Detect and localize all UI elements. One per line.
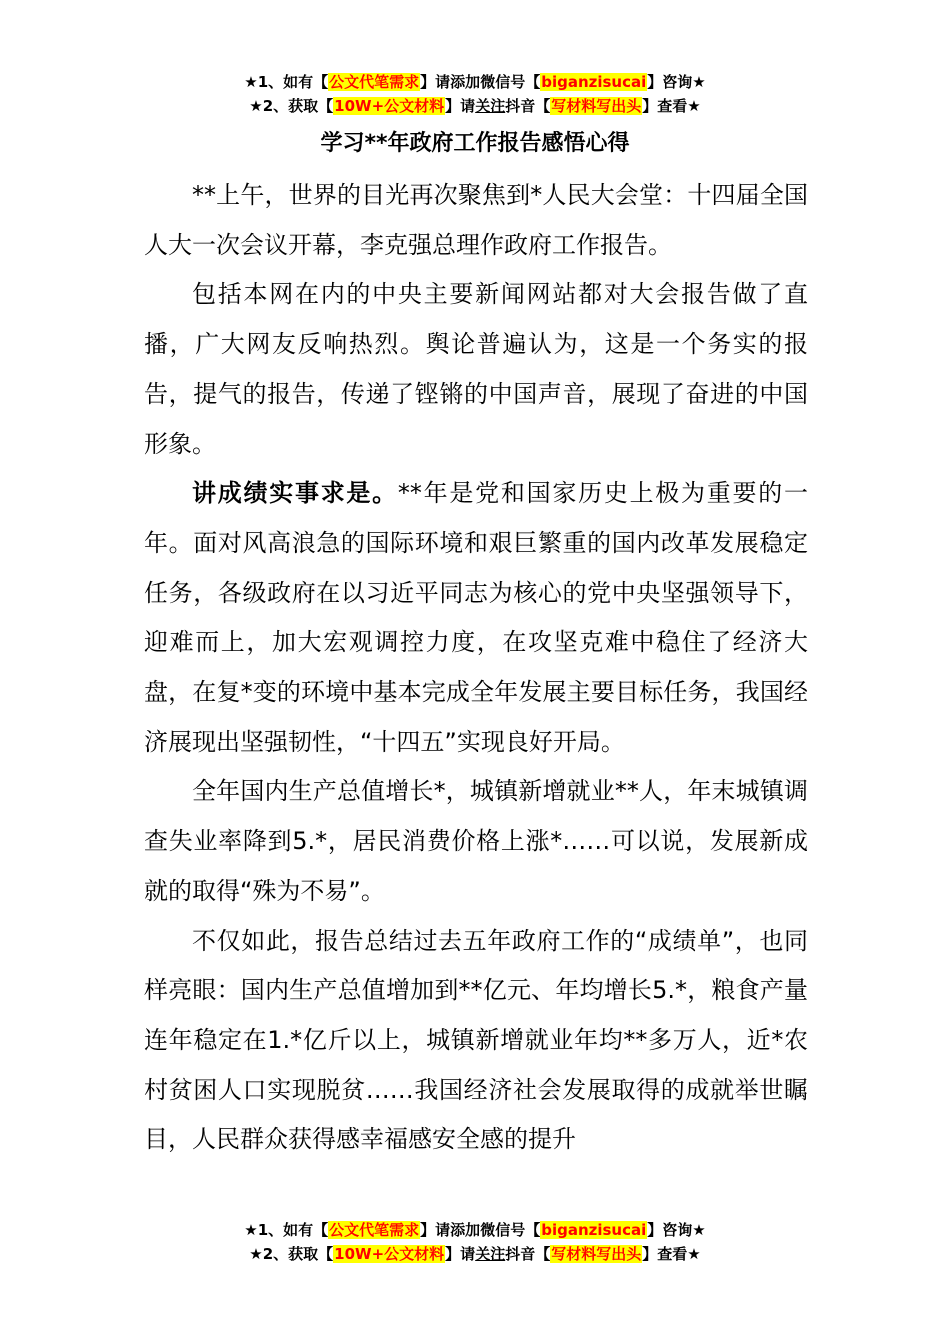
highlight-wechat-id: biganzisucai	[541, 1221, 647, 1239]
highlight-materials: 10W+公文材料	[334, 97, 445, 115]
highlight-service: 公文代笔需求	[329, 1221, 420, 1239]
paragraph: **上午，世界的目光再次聚焦到*人民大会堂：十四届全国人大一次会议开幕，李克强总理作政府工作报告。	[144, 181, 808, 259]
highlight-service: 公文代笔需求	[329, 73, 420, 91]
paragraph: 讲成绩实事求是。**年是党和国家历史上极为重要的一年。面对风高浪急的国际环境和艰巨繁重的国内改革发展稳定任务，各级政府在以习近平同志为核心的党中央坚强领导下，迎难而上，加大宏观调控力度，在攻坚克难中稳住了经济大盘，在复*变的环境中基本完成全年发展主要目标任务，我国经济展现出坚强韧性，“十四五”实现良好开局。	[144, 479, 809, 756]
footer-banner	[0, 1218, 950, 1266]
star-icon: ★	[249, 97, 263, 115]
star-icon: ★	[244, 1221, 258, 1239]
star-icon: ★	[687, 1245, 701, 1263]
header-banner-line-1: ★1、如有【公文代笔需求】请添加微信号【biganzisucai】咨询★	[244, 73, 706, 91]
header-banner	[0, 70, 950, 118]
highlight-materials: 10W+公文材料	[334, 1245, 445, 1263]
star-icon: ★	[687, 97, 701, 115]
star-icon: ★	[249, 1245, 263, 1263]
document-title: 学习**年政府工作报告感悟心得	[320, 131, 630, 156]
star-icon: ★	[244, 73, 258, 91]
paragraph: 包括本网在内的中央主要新闻网站都对大会报告做了直播，广大网友反响热烈。舆论普遍认为，这是一个务实的报告，提气的报告，传递了铿锵的中国声音，展现了奋进的中国形象。	[144, 280, 808, 458]
paragraph-lead: 讲成绩实事求是。	[192, 479, 398, 508]
star-icon: ★	[692, 1221, 706, 1239]
paragraph: 不仅如此，报告总结过去五年政府工作的“成绩单”，也同样亮眼：国内生产总值增加到**亿元、年均增长5.*，粮食产量连年稳定在1.*亿斤以上，城镇新增就业年均**多万人，近*农村贫困人口实现脱贫……我国经济社会发展取得的成就举世瞩目，人民群众获得感幸福感安全感的提升	[144, 926, 808, 1154]
footer-banner-line-1: ★1、如有【公文代笔需求】请添加微信号【biganzisucai】咨询★	[244, 1221, 706, 1239]
highlight-wechat-id: biganzisucai	[541, 73, 647, 91]
paragraph: 全年国内生产总值增长*，城镇新增就业**人，年末城镇调查失业率降到5.*，居民消费价格上涨*……可以说，发展新成就的取得“殊为不易”。	[144, 777, 808, 905]
highlight-douyin: 写材料写出头	[551, 97, 642, 115]
footer-banner-line-2: ★2、获取【10W+公文材料】请关注抖音【写材料写出头】查看★	[249, 1245, 701, 1263]
header-banner-line-2: ★2、获取【10W+公文材料】请关注抖音【写材料写出头】查看★	[249, 97, 701, 115]
star-icon: ★	[692, 73, 706, 91]
highlight-douyin: 写材料写出头	[551, 1245, 642, 1263]
document-body	[144, 171, 808, 1165]
